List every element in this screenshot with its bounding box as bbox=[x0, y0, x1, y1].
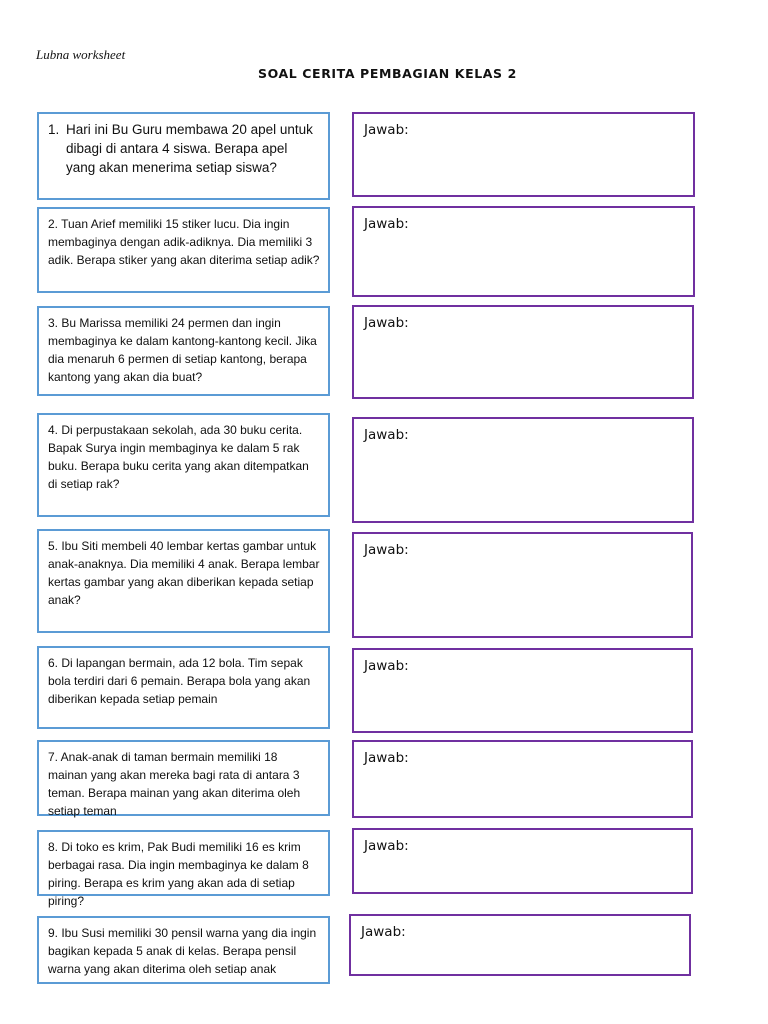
question-number: 1. bbox=[48, 122, 60, 137]
answer-label: Jawab: bbox=[364, 542, 409, 558]
question-text: 3. Bu Marissa memiliki 24 permen dan ingin membaginya ke dalam kantong-kantong kecil. Jika dia menaruh 6 permen di setiap kantong, berapa kantong yang akan dia buat? bbox=[48, 316, 317, 384]
answer-label: Jawab: bbox=[364, 122, 409, 138]
answer-box-9[interactable] bbox=[349, 914, 691, 976]
question-box-6 bbox=[37, 646, 330, 729]
question-text: 6. Di lapangan bermain, ada 12 bola. Tim sepak bola terdiri dari 6 pemain. Berapa bola yang akan diberikan kepada setiap pemain bbox=[48, 656, 311, 706]
answer-label: Jawab: bbox=[364, 427, 409, 443]
question-box-8 bbox=[37, 830, 330, 908]
question-text: 5. Ibu Siti membeli 40 lembar kertas gambar untuk anak-anaknya. Dia memiliki 4 anak. Berapa lembar kertas gambar yang akan diberikan kepada setiap anak? bbox=[48, 539, 320, 607]
question-box-3 bbox=[37, 306, 330, 396]
answer-label: Jawab: bbox=[364, 216, 409, 232]
question-box-2 bbox=[37, 207, 330, 293]
answer-label: Jawab: bbox=[364, 315, 409, 331]
answer-box-8[interactable] bbox=[352, 828, 693, 894]
answer-box-7[interactable] bbox=[352, 740, 693, 818]
question-text: 9. Ibu Susi memiliki 30 pensil warna yang dia ingin bagikan kepada 5 anak di kelas. Berapa pensil warna yang akan diterima oleh setiap anak bbox=[48, 926, 317, 976]
question-text: 2. Tuan Arief memiliki 15 stiker lucu. Dia ingin membaginya dengan adik-adiknya. Dia memiliki 3 adik. Berapa stiker yang akan diterima setiap adik? bbox=[48, 217, 320, 267]
answer-box-6[interactable] bbox=[352, 648, 693, 733]
page-title: SOAL CERITA PEMBAGIAN KELAS 2 bbox=[258, 66, 517, 81]
answer-box-5[interactable] bbox=[352, 532, 693, 638]
answer-label: Jawab: bbox=[364, 838, 409, 854]
answer-box-4[interactable] bbox=[352, 417, 694, 523]
question-box-9 bbox=[37, 916, 330, 984]
answer-box-1[interactable] bbox=[352, 112, 695, 197]
answer-label: Jawab: bbox=[364, 750, 409, 766]
question-box-7 bbox=[37, 740, 330, 816]
answer-box-2[interactable] bbox=[352, 206, 695, 297]
question-box-4 bbox=[37, 413, 330, 517]
question-box-1 bbox=[37, 112, 330, 200]
question-text: 7. Anak-anak di taman bermain memiliki 18 mainan yang akan mereka bagi rata di antara 3 teman. Berapa mainan yang akan diterima oleh setiap teman bbox=[48, 750, 301, 818]
answer-label: Jawab: bbox=[361, 924, 406, 940]
worksheet-author: Lubna worksheet bbox=[36, 47, 126, 62]
question-box-5 bbox=[37, 529, 330, 633]
answer-box-3[interactable] bbox=[352, 305, 694, 399]
question-text: 8. Di toko es krim, Pak Budi memiliki 16 es krim berbagai rasa. Dia ingin membaginya ke dalam 8 piring. Berapa es krim yang akan ada di setiap piring? bbox=[48, 840, 309, 908]
question-text: 4. Di perpustakaan sekolah, ada 30 buku cerita. Bapak Surya ingin membaginya ke dalam 5 rak buku. Berapa buku cerita yang akan ditempatkan di setiap rak? bbox=[48, 423, 309, 491]
answer-label: Jawab: bbox=[364, 658, 409, 674]
question-text: Hari ini Bu Guru membawa 20 apel untuk dibagi di antara 4 siswa. Berapa apel yang akan menerima setiap siswa? bbox=[66, 122, 313, 175]
